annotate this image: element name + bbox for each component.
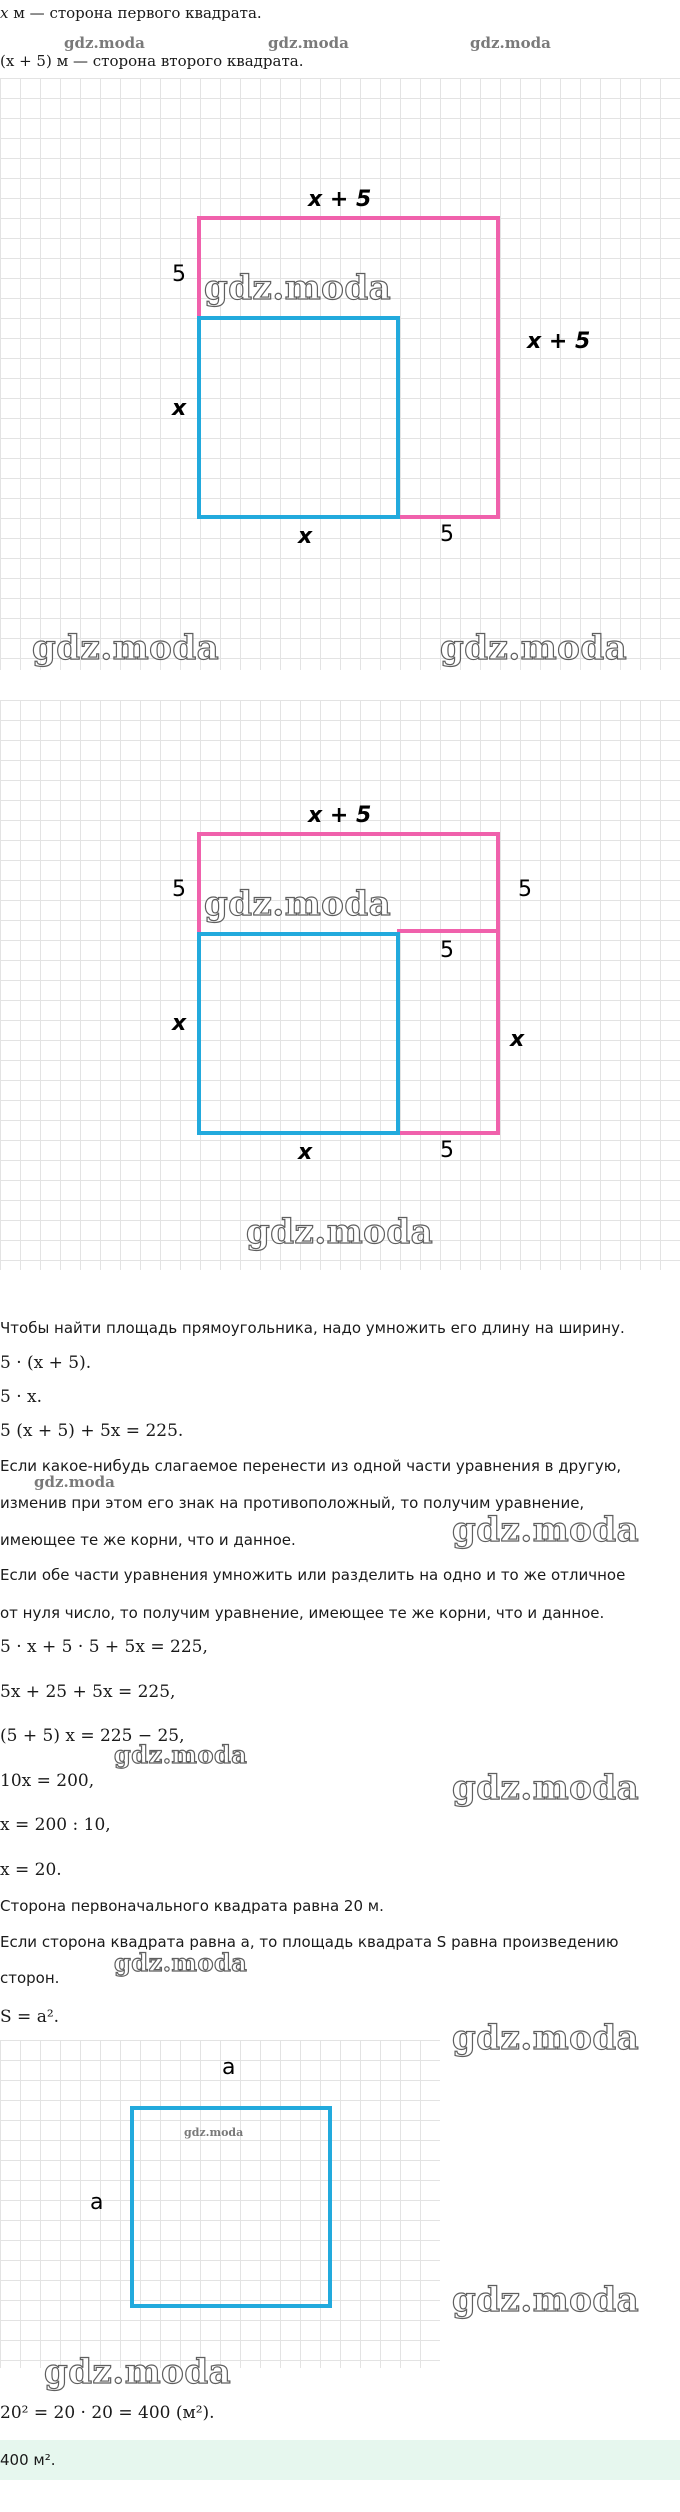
rule-transfer-line-3: имеющее те же корни, что и данное. bbox=[0, 1531, 296, 1549]
watermark: gdz.moda bbox=[204, 884, 392, 924]
step-5: x = 200 : 10, bbox=[0, 1815, 111, 1835]
final-answer: 400 м². bbox=[0, 2451, 56, 2469]
figure-1-inner-square bbox=[197, 316, 400, 519]
figure-2-inner-square bbox=[197, 932, 400, 1135]
intro-line-2-text: м — сторона второго квадрата. bbox=[51, 52, 304, 70]
watermark: gdz.moda bbox=[114, 1740, 248, 1769]
area-formula: S = a². bbox=[0, 2007, 60, 2027]
figure-2-bottom-right-label: 5 bbox=[440, 1138, 454, 1163]
watermark: gdz.moda bbox=[440, 628, 628, 668]
figure-2-right-top-label: 5 bbox=[518, 877, 532, 902]
expr-2: 5 · x. bbox=[0, 1387, 43, 1407]
equation: 5 (x + 5) + 5x = 225. bbox=[0, 1421, 184, 1441]
figure-1-left-top-label: 5 bbox=[172, 262, 186, 287]
watermark: gdz.moda bbox=[204, 268, 392, 308]
intro-expr: (x + 5) bbox=[0, 52, 52, 70]
figure-3-top-label: a bbox=[222, 2055, 236, 2080]
figure-1-left-label: x bbox=[172, 396, 187, 421]
figure-1-right-label: x + 5 bbox=[527, 329, 591, 354]
figure-2-left-top-label: 5 bbox=[172, 877, 186, 902]
watermark: gdz.moda bbox=[452, 1510, 640, 1550]
answer-highlight bbox=[0, 2440, 680, 2480]
figure-2-divider-line bbox=[397, 929, 500, 933]
watermark: gdz.moda bbox=[114, 1948, 248, 1977]
figure-2-left-label: x bbox=[172, 1011, 187, 1036]
step-1: 5 · x + 5 · 5 + 5x = 225, bbox=[0, 1637, 208, 1657]
watermark: gdz.moda bbox=[184, 2126, 244, 2139]
intro-line-1-text: м — сторона первого квадрата. bbox=[8, 4, 262, 22]
step-3: (5 + 5) x = 225 − 25, bbox=[0, 1726, 185, 1746]
intro-line-2 bbox=[0, 50, 303, 72]
watermark: gdz.moda bbox=[32, 628, 220, 668]
step-6: x = 20. bbox=[0, 1860, 62, 1880]
rule-square-line-2: сторон. bbox=[0, 1969, 60, 1987]
final-calc: 20² = 20 · 20 = 400 (м²). bbox=[0, 2403, 215, 2423]
watermark: gdz.moda bbox=[246, 1212, 434, 1252]
figure-1-bottom-label: x bbox=[298, 524, 313, 549]
rule-transfer-line-2: изменив при этом его знак на противоположный, то получим уравнение, bbox=[0, 1494, 585, 1512]
watermark: gdz.moda bbox=[44, 2352, 232, 2392]
figure-2-bottom-label: x bbox=[298, 1140, 313, 1165]
rule-area: Чтобы найти площадь прямоугольника, надо умножить его длину на ширину. bbox=[0, 1319, 625, 1337]
conclusion: Сторона первоначального квадрата равна 20 м. bbox=[0, 1897, 384, 1915]
watermark: gdz.moda bbox=[268, 34, 349, 52]
intro-line-1 bbox=[0, 2, 262, 24]
watermark: gdz.moda bbox=[452, 2280, 640, 2320]
figure-2-top-label: x + 5 bbox=[308, 803, 372, 828]
intro-var-x: x bbox=[0, 4, 9, 22]
figure-1-bottom-right-label: 5 bbox=[440, 522, 454, 547]
rule-multiply-line-1: Если обе части уравнения умножить или разделить на одно и то же отличное bbox=[0, 1566, 626, 1584]
rule-transfer-line-1: Если какое-нибудь слагаемое перенести из одной части уравнения в другую, bbox=[0, 1457, 622, 1475]
step-4: 10x = 200, bbox=[0, 1771, 95, 1791]
watermark: gdz.moda bbox=[34, 1473, 115, 1491]
rule-square-line-1: Если сторона квадрата равна a, то площадь квадрата S равна произведению bbox=[0, 1933, 619, 1951]
figure-2-inner-label: 5 bbox=[440, 938, 454, 963]
figure-1-top-label: x + 5 bbox=[308, 187, 372, 212]
expr-1: 5 · (x + 5). bbox=[0, 1353, 92, 1373]
watermark: gdz.moda bbox=[452, 2018, 640, 2058]
watermark: gdz.moda bbox=[64, 34, 145, 52]
step-2: 5x + 25 + 5x = 225, bbox=[0, 1682, 176, 1702]
rule-multiply-line-2: от нуля число, то получим уравнение, имеющее те же корни, что и данное. bbox=[0, 1604, 605, 1622]
figure-3-left-label: a bbox=[90, 2190, 104, 2215]
watermark: gdz.moda bbox=[452, 1768, 640, 1808]
watermark: gdz.moda bbox=[470, 34, 551, 52]
figure-2-right-label: x bbox=[510, 1027, 525, 1052]
